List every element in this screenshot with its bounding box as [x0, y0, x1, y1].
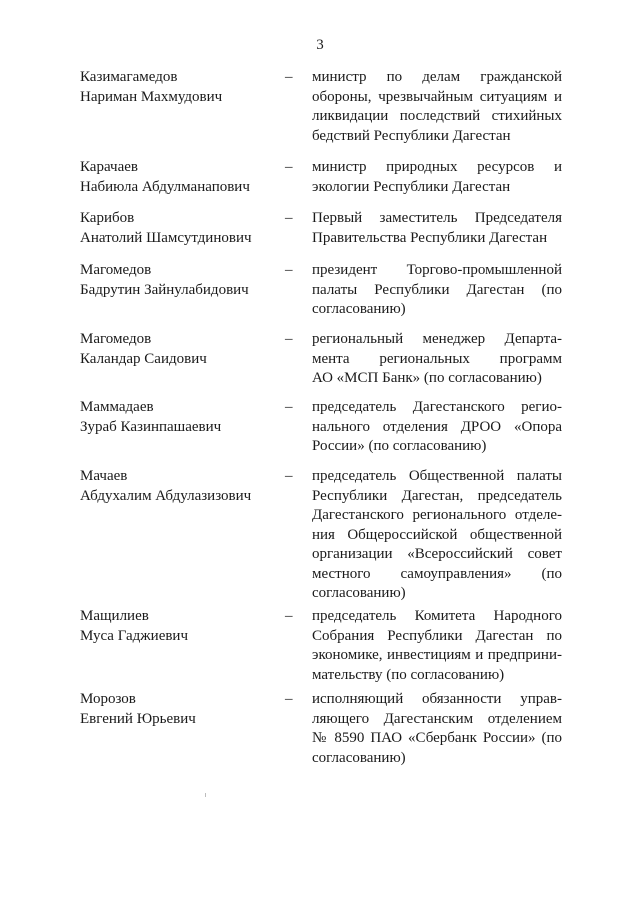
member-position [312, 330, 562, 389]
member-given-name: Бадрутин Зайнулабидович [80, 281, 249, 298]
position-line: ляющего Дагестанским отделением [312, 710, 562, 727]
position-line: обороны, чрезвычайным ситуациям и [312, 88, 562, 105]
member-surname: Магомедов [80, 331, 152, 347]
dash-separator: – [285, 69, 293, 85]
member-entry [80, 467, 562, 604]
position-line: согласованию) [312, 749, 406, 766]
member-given-name: Зураб Казинпашаевич [80, 418, 222, 435]
member-name [80, 467, 285, 506]
position-line: экономике, инвестициям и предприни- [312, 647, 562, 663]
dash-separator: – [285, 331, 293, 347]
member-entry [80, 261, 562, 320]
member-given-name: Евгений Юрьевич [80, 710, 196, 727]
member-position [312, 690, 562, 768]
member-name [80, 330, 285, 369]
position-line: президент Торгово-промышленной [312, 262, 562, 278]
position-line: Правительства Республики Дагестан [312, 229, 548, 246]
position-line: Дагестанского регионального отделе- [312, 507, 562, 523]
position-line: мательству (по согласованию) [312, 666, 505, 683]
position-line: Республики Дагестан, председатель [312, 487, 562, 504]
member-entry [80, 68, 562, 146]
position-line: исполняющий обязанности управ- [312, 691, 562, 707]
member-entry [80, 690, 562, 768]
position-line: № 8590 ПАО «Сбербанк России» (по [312, 730, 562, 746]
dash-separator: – [285, 262, 293, 278]
member-surname: Морозов [80, 691, 136, 707]
dash-separator: – [285, 399, 293, 415]
member-name [80, 261, 285, 300]
position-line: председатель Дагестанского регио- [312, 399, 562, 415]
position-line: палаты Республики Дагестан (по [312, 281, 562, 298]
member-given-name: Каландар Саидович [80, 350, 207, 367]
member-entry [80, 209, 562, 248]
member-given-name: Анатолий Шамсутдинович [80, 229, 252, 246]
dash-separator: – [285, 210, 293, 226]
member-given-name: Абдухалим Абдулазизович [80, 487, 252, 504]
dash-separator: – [285, 468, 293, 484]
dash-separator: – [285, 159, 293, 175]
position-line: председатель Общественной палаты [312, 468, 562, 484]
member-position [312, 467, 562, 604]
member-position [312, 209, 562, 248]
member-position [312, 607, 562, 685]
member-position [312, 398, 562, 457]
position-line: бедствий Республики Дагестан [312, 127, 511, 144]
member-surname: Мачаев [80, 468, 128, 484]
member-given-name: Набиюла Абдулманапович [80, 178, 250, 195]
position-line: ликвидации последствий стихийных [312, 108, 562, 124]
member-entry [80, 330, 562, 389]
position-line: организации «Всероссийский совет [312, 546, 562, 562]
member-name [80, 607, 285, 646]
position-line: мента региональных программ [312, 350, 562, 367]
member-entry [80, 398, 562, 457]
member-name [80, 209, 285, 248]
member-name [80, 690, 285, 729]
position-line: согласованию) [312, 301, 406, 317]
member-entry [80, 158, 562, 197]
member-surname: Карибов [80, 210, 135, 226]
member-given-name: Муса Гаджиевич [80, 627, 189, 644]
member-position [312, 158, 562, 197]
member-surname: Маммадаев [80, 399, 154, 415]
position-line: Первый заместитель Председателя [312, 210, 562, 226]
position-line: председатель Комитета Народного [312, 608, 562, 624]
position-line: ния Общероссийской общественной [312, 526, 562, 543]
page-number: 3 [316, 37, 324, 53]
member-surname: Карачаев [80, 159, 138, 175]
position-line: России» (по согласованию) [312, 438, 487, 454]
position-line: Собрания Республики Дагестан по [312, 627, 562, 644]
position-line: министр природных ресурсов и [312, 159, 562, 175]
member-entry [80, 607, 562, 685]
member-position [312, 68, 562, 146]
position-line: согласованию) [312, 585, 406, 601]
member-name [80, 398, 285, 437]
member-position [312, 261, 562, 320]
dash-separator: – [285, 691, 293, 707]
member-name [80, 68, 285, 107]
member-surname: Казимагамедов [80, 69, 178, 85]
position-line: экологии Республики Дагестан [312, 178, 511, 195]
position-line: нального отделения ДРОО «Опора [312, 418, 562, 435]
dash-separator: – [285, 608, 293, 624]
member-surname: Мащилиев [80, 608, 149, 624]
member-surname: Магомедов [80, 262, 152, 278]
position-line: местного самоуправления» (по [312, 565, 562, 582]
position-line: АО «МСП Банк» (по согласованию) [312, 370, 542, 386]
member-name [80, 158, 285, 197]
position-line: министр по делам гражданской [312, 69, 562, 85]
scan-mark [205, 793, 206, 797]
position-line: региональный менеджер Департа- [312, 331, 562, 347]
member-given-name: Нариман Махмудович [80, 88, 223, 105]
